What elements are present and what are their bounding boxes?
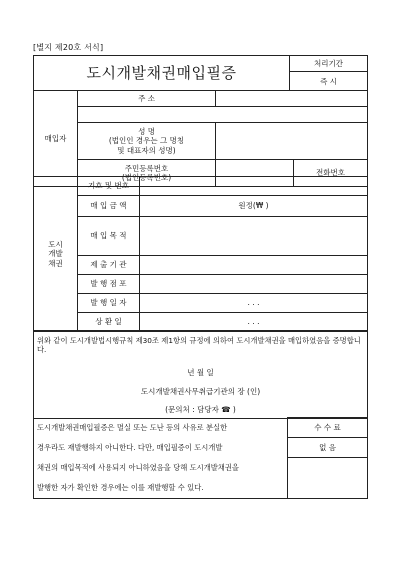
bond-row-value[interactable]: . . . <box>140 294 368 313</box>
id-number-label-line2: (법인등록번호) <box>121 173 172 182</box>
bond-row-label: 제 출 기 관 <box>78 256 140 275</box>
title-table <box>33 55 368 91</box>
certification-text: 위와 같이 도시개발법시행규칙 제30조 제1항의 규정에 의하여 도시개발채권을 매입하였음을 증명합니다. <box>37 336 361 355</box>
certification-block <box>34 331 368 419</box>
bond-section-label-line1: 도시 <box>48 239 63 249</box>
bond-row-value[interactable] <box>140 177 368 196</box>
document-title: 도시개발채권매입필증 <box>34 56 290 91</box>
phone-label: 전화번호 <box>294 160 368 187</box>
certification-table <box>33 330 368 419</box>
address-detail-value[interactable] <box>78 107 368 123</box>
name-value[interactable] <box>216 123 368 160</box>
bond-row-value[interactable]: 원정(₩ ) <box>140 196 368 217</box>
notice-line-3: 채권의 매입목적에 사용되지 아니하였음을 당해 도시개발채권을 <box>34 458 288 478</box>
bond-table <box>33 176 368 332</box>
notice-table <box>33 417 368 499</box>
fee-value: 없 음 <box>288 438 368 458</box>
bond-section-label-line2: 개발 <box>48 249 63 259</box>
certification-issuer: 도시개발채권사무취급기관의 장 (인) <box>140 386 261 396</box>
name-label-line3: 및 대표자의 성명) <box>117 145 176 155</box>
name-label-line2: (법인인 경우는 그 명칭 <box>108 136 185 146</box>
bond-section-label-line3: 채권 <box>48 258 63 268</box>
certification-date: 년 월 일 <box>187 368 214 378</box>
certification-contact: (문의처 : 담당자 ☎ ) <box>165 404 236 414</box>
id-number-label-line1: 주민등록번호 <box>124 163 169 173</box>
notice-line-4: 발행한 자가 확인한 경우에는 이를 재발행할 수 있다. <box>34 478 288 499</box>
buyer-table <box>33 90 368 187</box>
fee-blank <box>288 458 368 478</box>
bond-row-label: 발 행 점 포 <box>78 275 140 294</box>
fee-label: 수 수 료 <box>288 418 368 438</box>
bond-row-label: 매 입 목 적 <box>78 217 140 256</box>
bond-row-value[interactable] <box>140 256 368 275</box>
bond-row-value[interactable] <box>140 217 368 256</box>
form-number-label: [별지 제20호 서식] <box>33 43 104 52</box>
bond-row-label: 기호 및 번호 <box>78 177 140 196</box>
processing-period-label: 처리기간 <box>290 56 368 72</box>
address-label: 주 소 <box>78 91 216 107</box>
bond-row-label: 발 행 일 자 <box>78 294 140 313</box>
notice-line-2: 경우라도 재발행하지 아니한다. 다만, 매입필증이 도시개발 <box>34 438 288 458</box>
bond-section-label <box>34 177 78 332</box>
notice-line-1: 도시개발채권매입필증은 멸실 또는 도난 등의 사유로 분실한 <box>34 418 288 438</box>
bond-row-label: 매 입 금 액 <box>78 196 140 217</box>
address-value[interactable] <box>216 91 368 107</box>
bond-row-value[interactable] <box>140 275 368 294</box>
name-label <box>78 123 216 160</box>
buyer-section-label: 매입자 <box>34 91 78 187</box>
processing-period-value: 즉 시 <box>290 72 368 91</box>
bond-row-label: 상 환 일 <box>78 313 140 332</box>
name-label-line1: 성 명 <box>138 126 155 136</box>
bond-row-value[interactable]: . . . <box>140 313 368 332</box>
fee-blank <box>288 478 368 499</box>
